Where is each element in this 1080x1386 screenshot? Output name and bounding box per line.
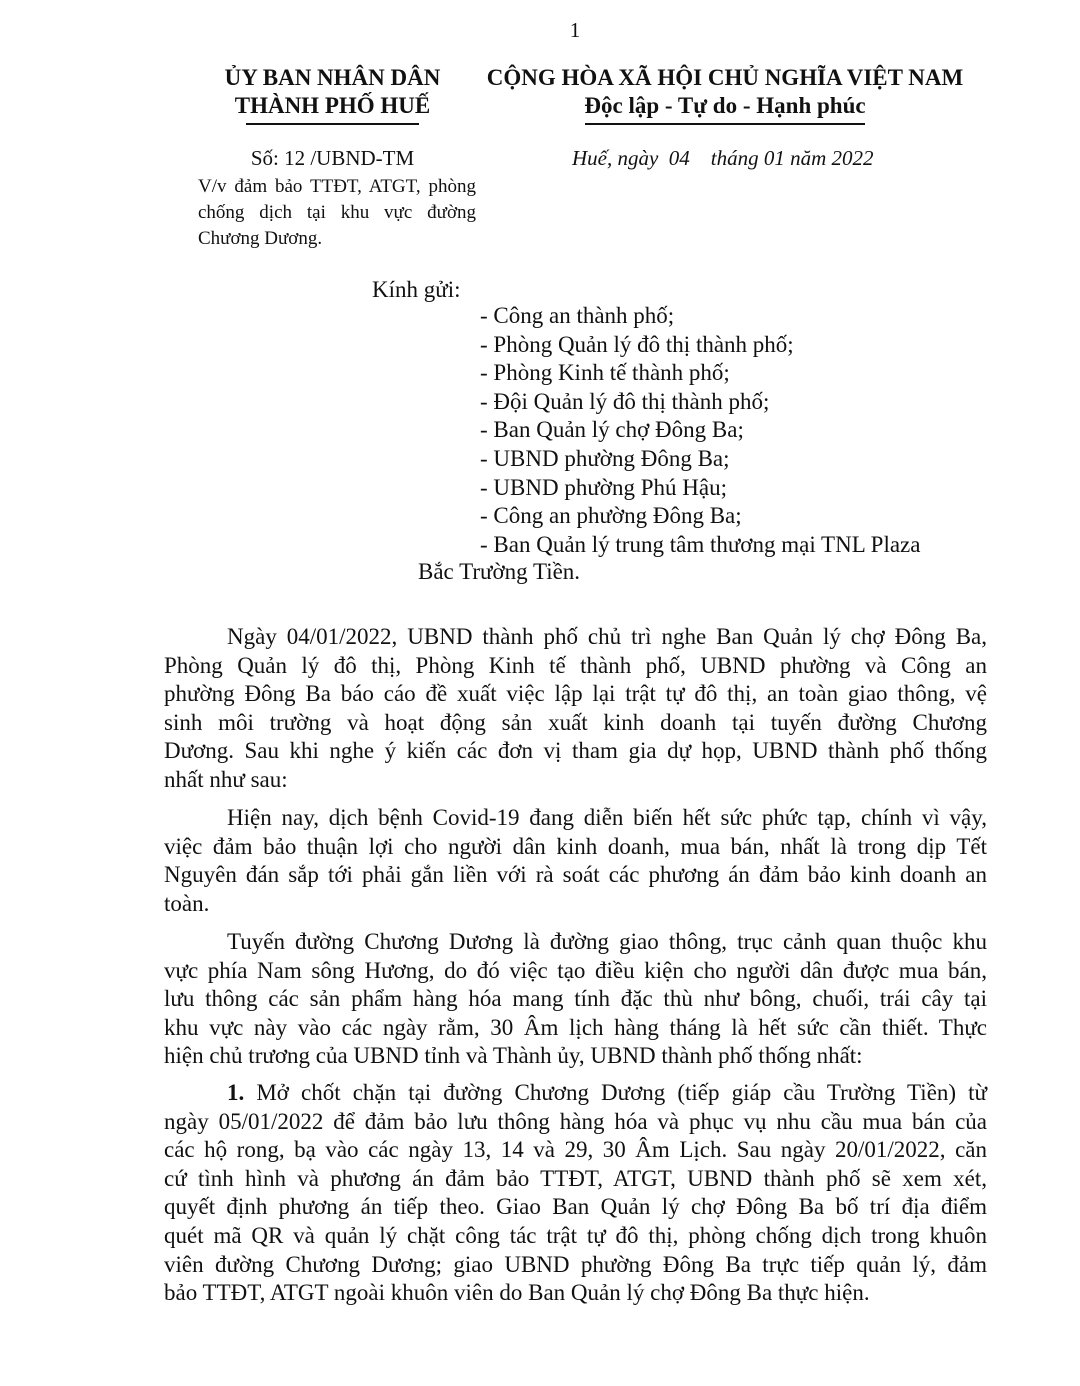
agency-underline: [246, 123, 419, 125]
text-line: khu vực này vào các ngày rằm, 30 Âm lịch hàng tháng là hết sức cần thiết. Thực: [164, 1014, 987, 1040]
national-header: [470, 64, 980, 125]
recipient-item: - Phòng Kinh tế thành phố;: [480, 360, 730, 386]
text-line: các hộ rong, bạ vào các ngày 13, 14 và 29, 30 Âm Lịch. Sau ngày 20/01/2022, căn: [164, 1137, 987, 1163]
recipient-item: - Ban Quản lý trung tâm thương mại TNL Plaza: [480, 531, 921, 557]
text-line: ngày 05/01/2022 để đảm bảo lưu thông hàng hóa và phục vụ nhu cầu mua bán của: [164, 1108, 987, 1134]
text-line: hiện chủ trương của UBND tỉnh và Thành ủy, UBND thành phố thống nhất:: [164, 1043, 863, 1069]
text-line: Tuyến đường Chương Dương là đường giao thông, trục cảnh quan thuộc khu: [227, 929, 987, 954]
page-number: 1: [569, 18, 581, 42]
text-line: sinh môi trường và hoạt động sản xuất kinh doanh tại tuyến đường Chương: [164, 709, 987, 735]
text-line: Ngày 04/01/2022, UBND thành phố chủ trì nghe Ban Quản lý chợ Đông Ba,: [227, 624, 987, 649]
item-first-line: Mở chốt chặn tại đường Chương Dương (tiếp giáp cầu Trường Tiền) từ: [244, 1080, 987, 1105]
subject-line: Chương Dương.: [198, 228, 323, 249]
paragraph-item-1: [164, 1079, 987, 1308]
text-line: bảo TTĐT, ATGT ngoài khuôn viên do Ban Quản lý chợ Đông Ba thực hiện.: [164, 1280, 870, 1306]
text-line: quét mã QR và quản lý chặt công tác trật tự đô thị, phòng chống dịch trong khuôn: [164, 1222, 987, 1248]
recipient-item: - Ban Quản lý chợ Đông Ba;: [480, 417, 744, 443]
agency-header: [200, 64, 465, 125]
document-number: Số: 12 /UBND-TM: [250, 146, 415, 170]
nation-line-1: CỘNG HÒA XÃ HỘI CHỦ NGHĨA VIỆT NAM: [486, 65, 964, 90]
item-number: 1.: [227, 1080, 245, 1105]
text-line: lưu thông các sản phẩm hàng hóa mang tính đặc thù như bông, chuối, trái cây tại: [164, 986, 987, 1012]
subject-line: V/v đảm bảo TTĐT, ATGT, phòng: [198, 176, 476, 197]
paragraph-road: [164, 928, 987, 1071]
nation-motto: Độc lập - Tự do - Hạnh phúc: [584, 93, 866, 118]
text-line: Nguyên đán sắp tới phải gắn liền với rà soát các phương án đảm bảo kinh doanh an: [164, 862, 987, 888]
text-line: viên đường Chương Dương; giao UBND phường Đông Ba trực tiếp quản lý, đảm: [164, 1251, 987, 1277]
text-line: vực phía Nam sông Hương, do đó việc tạo điều kiện cho người dân được mua bán,: [164, 957, 987, 983]
recipient-item: - Phòng Quản lý đô thị thành phố;: [480, 331, 794, 357]
agency-line-2: THÀNH PHỐ HUẾ: [234, 93, 431, 118]
recipient-continuation: Bắc Trường Tiền.: [418, 559, 581, 584]
recipient-item: - Công an thành phố;: [480, 303, 675, 328]
recipient-list: [480, 302, 920, 559]
text-line: Hiện nay, dịch bệnh Covid-19 đang diễn biến hết sức phức tạp, chính vì vậy,: [227, 805, 987, 830]
subject-line: chống dịch tại khu vực đường: [198, 202, 476, 223]
paragraph-covid: [164, 804, 987, 918]
recipient-item: - UBND phường Phú Hậu;: [480, 474, 727, 500]
recipient-item: - Đội Quản lý đô thị thành phố;: [480, 388, 770, 414]
paragraph-meeting: [164, 623, 987, 795]
text-line: quyết định phương án tiếp theo. Giao Ban Quản lý chợ Đông Ba bố trí địa điểm: [164, 1194, 987, 1220]
motto-underline: [585, 123, 865, 125]
recipient-item: - Công an phường Đông Ba;: [480, 503, 742, 529]
greeting: Kính gửi:: [372, 277, 461, 302]
recipient-item: - UBND phường Đông Ba;: [480, 445, 730, 471]
text-line: phường Đông Ba báo cáo đề xuất việc lập lại trật tự đô thị, an toàn giao thông, vệ: [164, 681, 987, 707]
text-line: [164, 1079, 987, 1108]
text-line: Phòng Quản lý đô thị, Phòng Kinh tế thành phố, UBND phường và Công an: [164, 652, 987, 678]
text-line: toàn.: [164, 890, 210, 916]
text-line: nhất như sau:: [164, 766, 288, 792]
document-subject: [198, 174, 476, 252]
text-line: cứ tình hình và phương án đảm bảo TTĐT, ATGT, UBND thành phố sẽ xem xét,: [164, 1165, 987, 1191]
text-line: việc đảm bảo thuận lợi cho người dân kinh doanh, mua bán, nhất là trong dịp Tết: [164, 833, 987, 859]
place-date: Huế, ngày 04 tháng 01 năm 2022: [572, 146, 874, 170]
agency-line-1: ỦY BAN NHÂN DÂN: [224, 65, 441, 90]
text-line: Dương. Sau khi nghe ý kiến các đơn vị tham gia dự họp, UBND thành phố thống: [164, 738, 987, 764]
